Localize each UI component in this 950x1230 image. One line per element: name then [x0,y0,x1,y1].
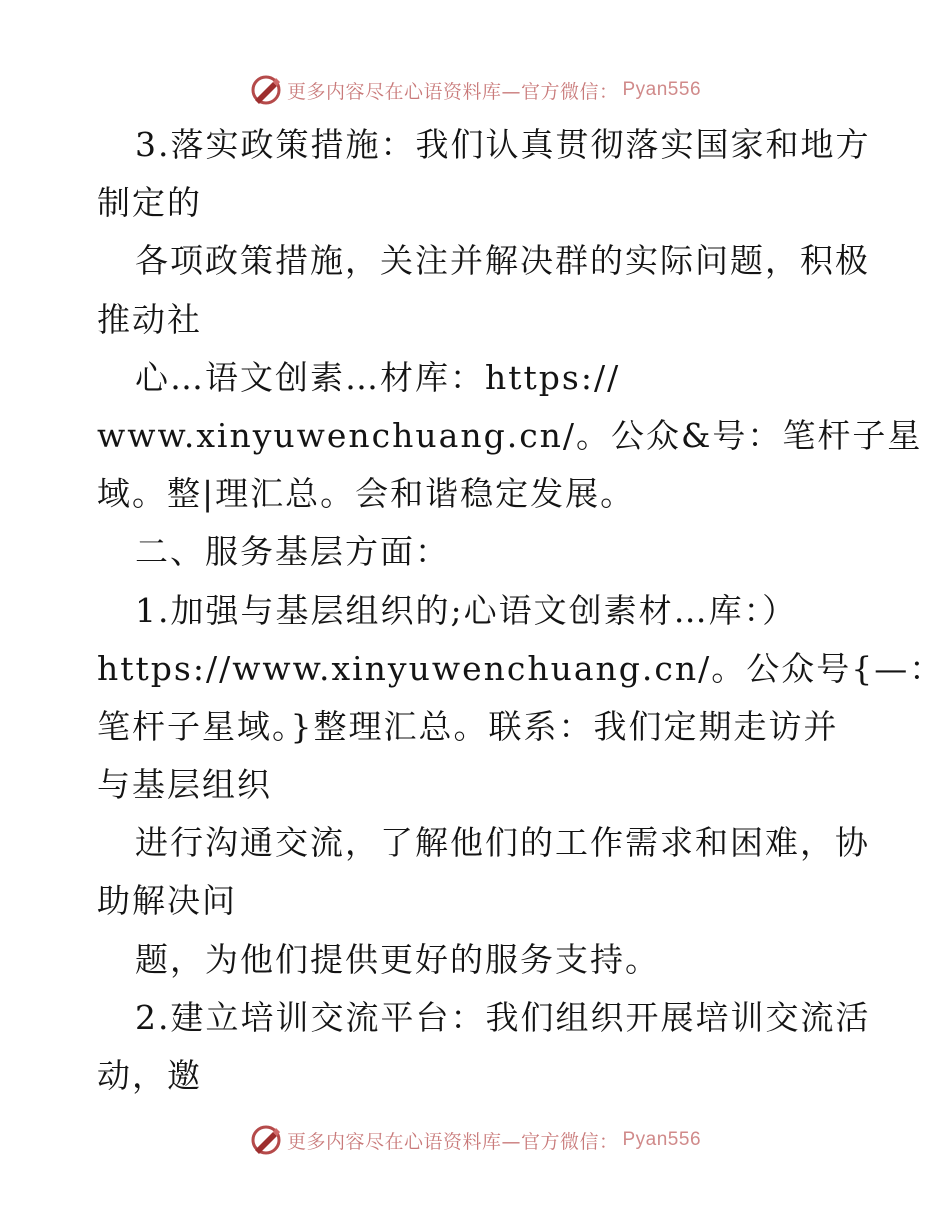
text-line: 题，为他们提供更好的服务支持。 [135,939,660,979]
text-line: 制定的 [97,183,202,223]
text-line: 3.落实政策措施：我们认真贯彻落实国家和地方 [135,125,871,164]
wechat-id: Pyan556 [622,79,702,100]
text-line: 与基层组织 [97,765,272,805]
section-heading: 二、服务基层方面： [135,532,450,572]
text-line: https://www.xinyuwenchuang.cn/。公众号{—： [97,648,945,688]
header-banner [0,70,950,110]
text-line: 助解决问 [97,881,237,921]
pen-circle-logo-icon [249,1123,283,1157]
text-line: 域。整|理汇总。会和谐稳定发展。 [97,474,636,514]
text-line: 心…语文创素…材库：https:// [135,357,621,397]
pen-circle-logo-icon [249,73,283,107]
footer-banner [0,1120,950,1160]
document-body [97,116,945,1105]
text-line: 推动社 [97,299,202,339]
text-line: 动，邀 [97,1056,202,1095]
banner-text: 更多内容尽在心语资料库—官方微信： [286,80,619,103]
banner-text: 更多内容尽在心语资料库—官方微信： [286,1130,619,1153]
text-line: 各项政策措施，关注并解决群的实际问题，积极 [135,241,870,281]
text-line: www.xinyuwenchuang.cn/。公众&号：笔杆子星 [97,415,923,455]
wechat-id: Pyan556 [622,1129,702,1150]
text-line: 2.建立培训交流平台：我们组织开展培训交流活 [135,997,871,1037]
text-line: 笔杆子星域。}整理汇总。联系：我们定期走访并 [97,706,839,746]
text-line: 1.加强与基层组织的;心语文创素材…库：） [135,590,798,630]
text-line: 进行沟通交流，了解他们的工作需求和困难，协 [135,823,870,863]
